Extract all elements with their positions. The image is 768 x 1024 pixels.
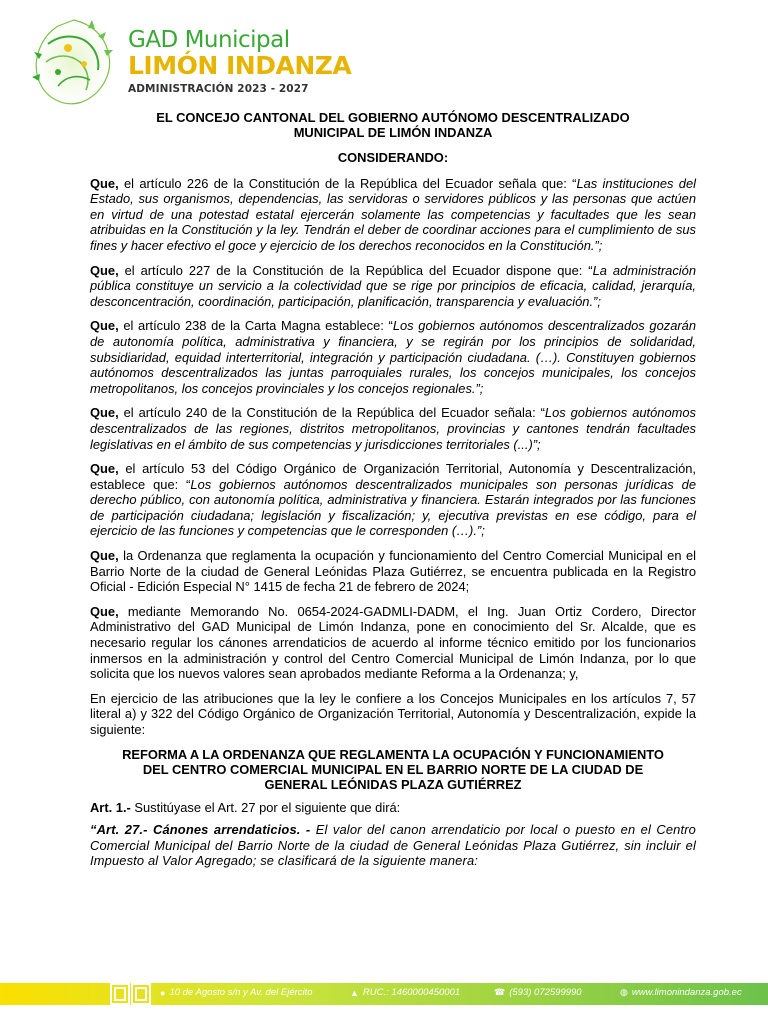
paragraph-text: el artículo 227 de la Constitución de la República del Ecuador dispone que: “ [118, 262, 593, 278]
article-lead: Art. 1.- [90, 799, 131, 815]
phone-icon: ☎ [494, 987, 506, 997]
paragraph-text: el artículo 53 del Código Orgánico de Organización Territorial, Autonomía y Descentralización, establece que: “ [90, 461, 696, 492]
paragraph-lead: Que, [90, 603, 119, 619]
brand-administration: ADMINISTRACIÓN 2023 - 2027 [128, 83, 309, 95]
article-27 [90, 822, 696, 869]
document-body [90, 110, 696, 869]
footer-logo-icon [110, 982, 152, 1006]
considerando-paragraph [90, 405, 696, 452]
paragraph-lead: Que, [90, 461, 119, 477]
considerando-paragraph [90, 604, 696, 682]
article-lead: “Art. 27.- Cánones arrendaticios. - [90, 822, 311, 838]
paragraph-lead: Que, [90, 262, 119, 278]
paragraph-text: la Ordenanza que reglamenta la ocupación y funcionamiento del Centro Comercial Municipal en el Barrio Norte de la ciudad de General Leónidas Plaza Gutiérrez, se encuentra publicada en la Registro Oficial - Edición Especial N° 1415 de fecha 21 de febrero de 2024; [90, 548, 696, 595]
title-line: EL CONCEJO CANTONAL DEL GOBIERNO AUTÓNOMO DESCENTRALIZADO [156, 110, 630, 125]
person-icon: ▲ [350, 987, 359, 998]
considerando-paragraph [90, 176, 696, 254]
paragraph-lead: Que, [90, 548, 119, 564]
letterhead [0, 0, 768, 108]
footer-ruc [350, 987, 460, 998]
phone-text: (593) 072599990 [509, 987, 582, 998]
footer-address [160, 987, 313, 998]
paragraph-text: mediante Memorando No. 0654-2024-GADMLI-DADM, el Ing. Juan Ortiz Cordero, Director Administrativo del GAD Municipal de Limón Indanza, pone en conocimiento del Sr. Alcalde, que es necesario regular los cánones arrendaticios de acuerdo al informe técnico emitido por los funcionarios inmersos en la administración y control del Centro Comercial Municipal de Limón Indanza, por lo que solicita que los nuevos valores sean aprobados mediante Reforma a la Ordenanza; y, [90, 603, 696, 682]
globe-icon: ◍ [620, 987, 628, 997]
paragraph-lead: Que, [90, 175, 119, 191]
paragraph-lead: Que, [90, 318, 119, 334]
paragraph-quote: La administración pública constituye un servicio a la colectividad que se rige por principios de eficacia, calidad, jerarquía, desconcentración, coordinación, participación, planificación, transparencia y evaluación. [90, 262, 696, 309]
title-line: MUNICIPAL DE LIMÓN INDANZA [293, 125, 493, 140]
article-text: El valor del canon arrendaticio por local o puesto en el Centro Comercial Municipal del Barrio Norte de la ciudad de General Leónidas Plaza Gutiérrez, sin incluir el Impuesto al Valor Agregado; se clasificará de la siguiente manera: [90, 822, 696, 869]
ruc-text: RUC.: 1460000450001 [362, 987, 461, 998]
paragraph-tail: ”; [476, 523, 485, 539]
reform-title [90, 747, 696, 792]
reform-title-line: GENERAL LEÓNIDAS PLAZA GUTIÉRREZ [264, 776, 522, 792]
paragraph-tail: ”; [532, 436, 541, 452]
considerando-paragraph [90, 461, 696, 539]
paragraph-text: el artículo 238 de la Carta Magna establece: “ [118, 318, 393, 334]
paragraph-text: el artículo 240 de la Constitución de la República del Ecuador señala: “ [118, 405, 545, 421]
paragraph-text: el artículo 226 de la Constitución de la República del Ecuador señala que: “ [118, 175, 577, 191]
paragraph-tail: ”; [593, 293, 601, 309]
paragraph-quote: Los gobiernos autónomos descentralizados de las regiones, distritos metropolitanos, provincias y cantones tendrán facultades legislativas en el ámbito de sus competencias y jurisdicciones territoriales (...) [90, 405, 696, 452]
footer-bar [0, 983, 768, 1005]
article-text: Sustitúyase el Art. 27 por el siguiente que dirá: [130, 799, 401, 815]
closing-paragraph: En ejercicio de las atribuciones que la ley le confiere a los Concejos Municipales en los artículos 7, 57 literal a) y 322 del Código Orgánico de Organización Territorial, Autonomía y Descentralización, expide la siguiente: [90, 690, 696, 737]
website-link[interactable]: www.limonindanza.gob.ec [631, 987, 742, 998]
brand-block [128, 28, 351, 96]
paragraph-quote: Los gobiernos autónomos descentralizados municipales son personas jurídicas de derecho público, con autonomía política, administrativa y financiera. Estarán integrados por las funciones de participación ciudadana; legislación y fiscalización; y, ejecutiva previstas en ese código, para el ejercicio de las funciones y competencias que le corresponden (…). [90, 476, 696, 539]
brand-name: GAD Municipal [128, 27, 290, 53]
footer-phone [494, 987, 582, 998]
reform-title-line: REFORMA A LA ORDENANZA QUE REGLAMENTA LA OCUPACIÓN Y FUNCIONAMIENTO [122, 746, 664, 762]
municipal-emblem-icon [28, 14, 120, 110]
footer-web[interactable] [620, 987, 742, 998]
considerando-paragraph [90, 263, 696, 310]
location-pin-icon: ● [160, 987, 166, 998]
paragraph-lead: Que, [90, 405, 119, 421]
paragraph-tail: ”; [594, 237, 603, 253]
considerando-paragraph [90, 548, 696, 595]
reform-title-line: DEL CENTRO COMERCIAL MUNICIPAL EN EL BARRIO NORTE DE LA CIUDAD DE [142, 761, 644, 777]
address-text: 10 de Agosto s/n y Av. del Ejército [169, 987, 313, 998]
brand-municipality: LIMÓN INDANZA [128, 51, 352, 80]
considerando-paragraph [90, 318, 696, 396]
considerando-heading: CONSIDERANDO: [337, 150, 449, 165]
paragraph-quote: Las instituciones del Estado, sus organismos, dependencias, las servidoras o servidores públicos y las personas que actúen en virtud de una potestad estatal ejercerán solamente las competencias y facultades que les sean atribuidas en la Constitución y la ley. Tendrán el deber de coordinar acciones para el cumplimiento de sus fines y hacer efectivo el goce y ejercicio de los derechos reconocidos en la Constitución. [90, 175, 697, 253]
article-1 [90, 800, 696, 816]
paragraph-tail: ”; [475, 380, 484, 396]
document-title [90, 110, 696, 140]
paragraph-quote: Los gobiernos autónomos descentralizados gozarán de autonomía política, administrativa y financiera, y se regirán por los principios de solidaridad, subsidiaridad, equidad interterritorial, integración y participación ciudadana. (…). Constituyen gobiernos autónomos descentralizados las juntas parroquiales rurales, los concejos municipales, los concejos metropolitanos, los concejos provinciales y los concejos regionales. [90, 318, 696, 396]
